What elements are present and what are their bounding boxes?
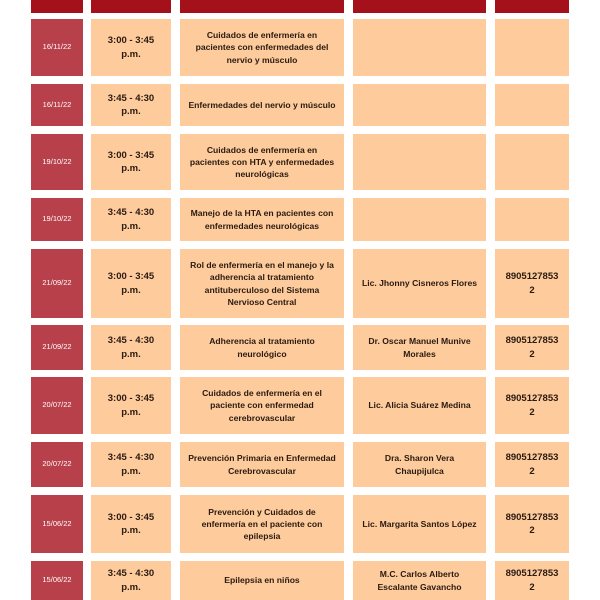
time-cell [91,325,171,370]
topic-cell [180,495,344,553]
code-cell [495,249,569,318]
topic-cell [180,19,344,76]
code-cell [495,134,569,190]
date-cell [31,19,83,76]
date-cell [31,442,83,487]
speaker-cell [353,134,486,190]
date-cell [31,325,83,370]
date-cell [31,377,83,434]
time-cell-text: 3:00 - 3:45 p.m. [107,393,155,418]
code-cell [495,198,569,241]
date-cell-text: 19/10/22 [42,156,72,166]
speaker-cell [353,249,486,318]
date-cell-text: 16/11/22 [42,42,72,52]
header-cell [353,0,486,13]
topic-cell-text: Epilepsia en niños [224,575,300,586]
time-cell-text: 3:45 - 4:30 p.m. [107,335,155,360]
date-cell [31,134,83,190]
topic-cell-text: Prevención Primaria en Enfermedad Cerebrovascular [188,453,336,476]
topic-cell-text: Manejo de la HTA en pacientes con enfermedades neurológicas [190,208,334,231]
speaker-cell-text: Lic. Margarita Santos López [362,518,477,529]
time-cell [91,561,171,600]
time-cell [91,84,171,126]
date-cell-text: 16/11/22 [42,99,72,109]
topic-cell-text: Adherencia al tratamiento neurológico [209,336,315,359]
speaker-cell [353,84,486,126]
time-cell [91,198,171,241]
header-cell [31,0,83,13]
time-cell [91,495,171,553]
time-cell [91,134,171,190]
time-cell-text: 3:00 - 3:45 p.m. [107,511,155,536]
date-cell [31,84,83,126]
code-cell-text: 8905127853 2 [505,335,559,360]
speaker-cell [353,377,486,434]
time-cell-text: 3:45 - 4:30 p.m. [107,207,155,232]
code-cell [495,325,569,370]
date-cell [31,198,83,241]
code-cell-text: 8905127853 2 [505,393,559,418]
speaker-cell-text: M.C. Carlos Alberto Escalante Gavancho [377,569,462,592]
code-cell-text: 8905127853 2 [505,568,559,593]
speaker-cell [353,198,486,241]
code-cell [495,442,569,487]
code-cell [495,561,569,600]
header-cell [180,0,344,13]
speaker-cell-text: Dr. Oscar Manuel Munive Morales [368,336,471,359]
topic-cell-text: Cuidados de enfermería en pacientes con enfermedades del nervio y músculo [195,30,329,65]
date-cell [31,495,83,553]
speaker-cell [353,495,486,553]
topic-cell [180,198,344,241]
topic-cell-text: Cuidados de enfermería en pacientes con HTA y enfermedades neurológicas [189,144,335,180]
time-cell-text: 3:00 - 3:45 p.m. [107,35,155,60]
topic-cell [180,325,344,370]
speaker-cell-text: Dra. Sharon Vera Chaupijulca [384,453,455,476]
speaker-cell [353,325,486,370]
header-cell [91,0,171,13]
code-cell-text: 8905127853 2 [505,452,559,477]
date-cell [31,249,83,318]
date-cell-text: 21/09/22 [42,342,72,352]
time-cell [91,377,171,434]
time-cell-text: 3:00 - 3:45 p.m. [107,271,155,296]
topic-cell [180,442,344,487]
topic-cell-text: Enfermedades del nervio y músculo [188,99,336,110]
date-cell-text: 20/07/22 [42,400,72,410]
topic-cell-text: Prevención y Cuidados de enfermería en el paciente con epilepsia [201,506,323,542]
date-cell-text: 21/09/22 [42,278,72,288]
speaker-cell [353,19,486,76]
code-cell [495,19,569,76]
topic-cell-text: Rol de enfermería en el manejo y la adherencia al tratamiento antituberculoso del Sistema Nervioso Central [190,260,334,307]
time-cell [91,249,171,318]
code-cell-text: 8905127853 2 [505,511,559,536]
header-cell [495,0,569,13]
time-cell-text: 3:00 - 3:45 p.m. [107,149,155,174]
speaker-cell-text: Lic. Jhonny Cisneros Flores [361,278,478,289]
time-cell [91,442,171,487]
time-cell-text: 3:45 - 4:30 p.m. [107,92,155,117]
topic-cell [180,84,344,126]
time-cell-text: 3:45 - 4:30 p.m. [107,452,155,477]
date-cell [31,561,83,600]
time-cell [91,19,171,76]
date-cell-text: 15/06/22 [42,575,72,585]
speaker-cell [353,442,486,487]
speaker-cell [353,561,486,600]
topic-cell [180,134,344,190]
code-cell [495,495,569,553]
time-cell-text: 3:45 - 4:30 p.m. [107,568,155,593]
code-cell [495,84,569,126]
topic-cell [180,561,344,600]
code-cell-text: 8905127853 2 [505,271,559,296]
speaker-cell-text: Lic. Alicia Suárez Medina [368,400,471,411]
date-cell-text: 19/10/22 [42,214,72,224]
topic-cell [180,377,344,434]
topic-cell [180,249,344,318]
code-cell [495,377,569,434]
date-cell-text: 20/07/22 [42,459,72,469]
topic-cell-text: Cuidados de enfermería en el paciente con enfermedad cerebrovascular [202,388,322,423]
date-cell-text: 15/06/22 [42,518,72,528]
